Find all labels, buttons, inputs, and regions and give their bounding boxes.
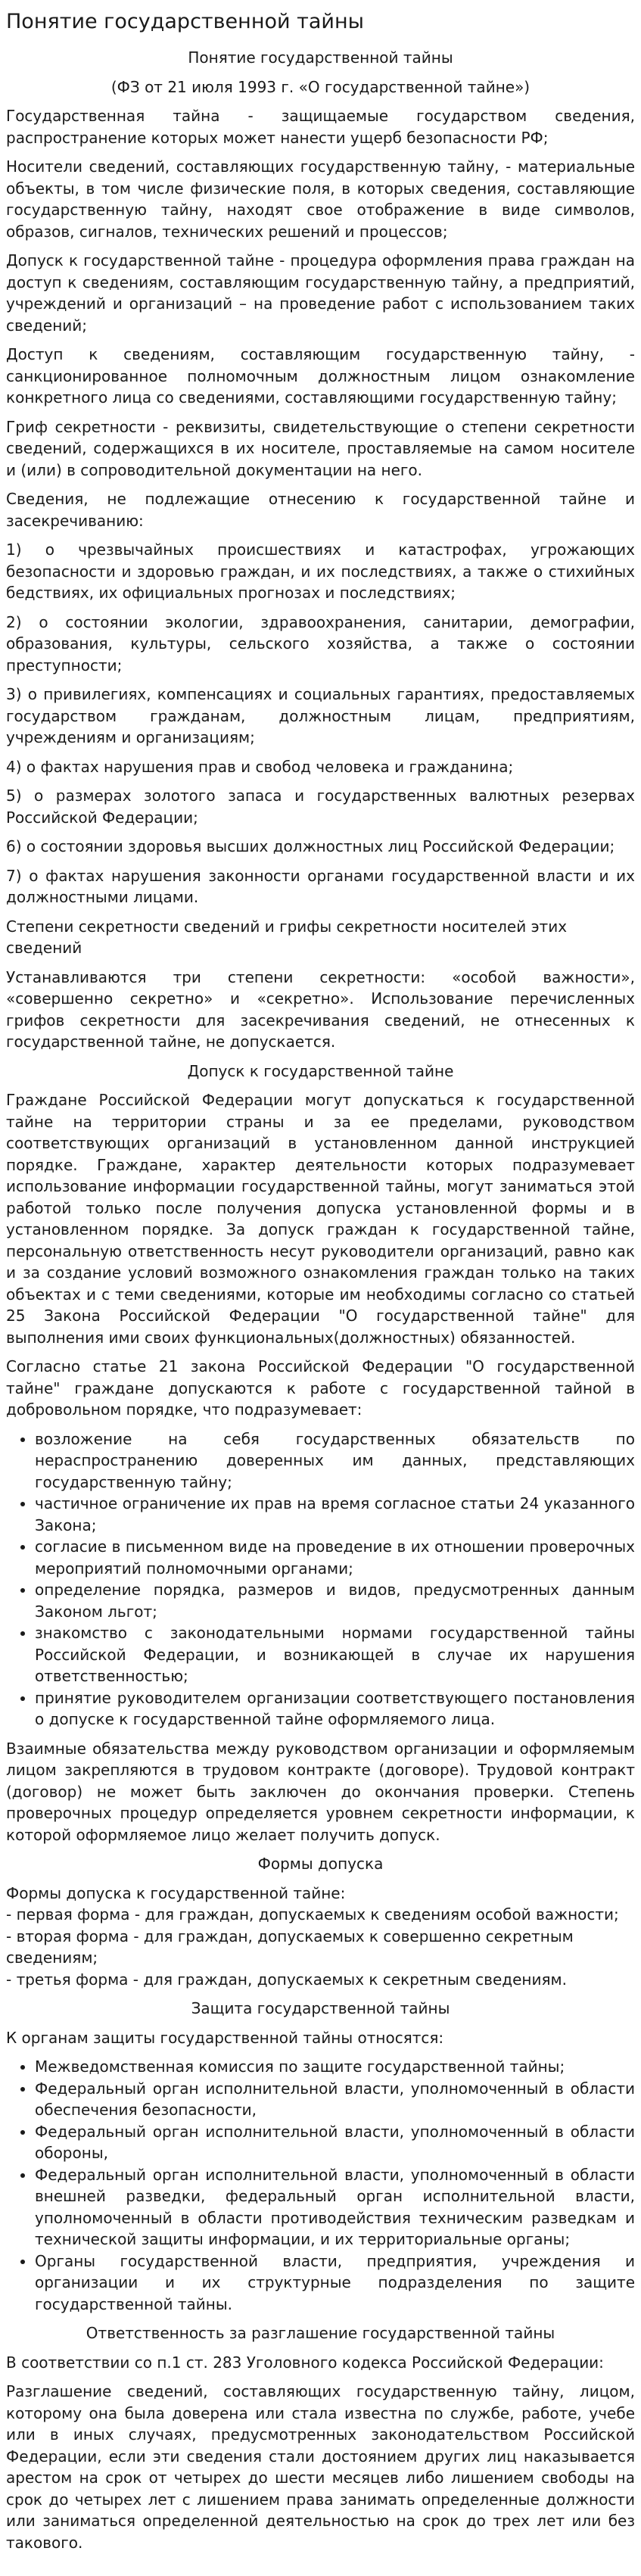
definition-paragraph: Доступ к сведениям, составляющим государственную тайну, - санкционированное полномочным должностным лицом ознакомление конкретного лица со сведениями, составляющими государственную тайну;: [6, 345, 635, 406]
list-item: • определение порядка, размеров и видов, предусмотренных данным Законом льгот;: [35, 1579, 635, 1622]
definition-paragraph: Носители сведений, составляющих государственную тайну, - материальные объекты, в том числе физические поля, в которых сведения, составляющие государственную тайну, находят свое отображение в виде символов, образов, сигналов, технических решений и процессов;: [6, 157, 635, 241]
list-item: • Федеральный орган исполнительной власти, уполномоченный в области внешней разведки, федеральный орган исполнительной власти, уполномоченный в области противодействия техническим разведкам и технической защиты информации, и их территориальные органы;: [35, 2164, 635, 2250]
definition-paragraph: Допуск к государственной тайне - процедура оформления права граждан на доступ к сведениям, составляющим государственную тайну, а предприятий, учреждений и организаций – на проведение работ с использованием таких сведений;: [6, 251, 635, 335]
list-item: • частичное ограничение их прав на время согласное статьи 24 указанного Закона;: [35, 1493, 635, 1536]
definition-paragraph: Сведения, не подлежащие отнесению к государственной тайне и засекречиванию:: [6, 490, 635, 530]
list-item: • Межведомственная комиссия по защите государственной тайны;: [35, 2056, 635, 2078]
list-item: • возложение на себя государственных обязательств по нераспространению доверенных им данных, представляющих государственную тайну;: [35, 1428, 635, 1494]
access-heading: Допуск к государственной тайне: [187, 1061, 454, 1080]
not-secret-item: 4) о фактах нарушения прав и свобод человека и гражданина;: [6, 757, 514, 776]
definition-paragraph: Государственная тайна - защищаемые государством сведения, распространение которых может нанести ущерб безопасности РФ;: [6, 107, 635, 147]
access-paragraph: Взаимные обязательства между руководством организации и оформляемым лицом закрепляются в трудовом контракте (договоре). Трудовой контракт (договор) не может быть заключен до окончания проверки. Степень проверочных процедур определяется уровнем секретности информации, к которой оформляемое лицо желает получить допуск.: [6, 1739, 635, 1844]
not-secret-item: 6) о состоянии здоровья высших должностных лиц Российской Федерации;: [6, 837, 615, 855]
forms-list: [6, 1883, 635, 1991]
forms-heading: Формы допуска: [257, 1855, 384, 1873]
not-secret-item: 1) о чрезвычайных происшествиях и катастрофах, угрожающих безопасности и здоровью граждан, и их последствиях, а также о стихийных бедствиях, их официальных прогнозах и последствиях;: [6, 540, 635, 602]
list-item: - третья форма - для граждан, допускаемых к секретным сведениям.: [6, 1970, 567, 1989]
list-item: - вторая форма - для граждан, допускаемых к совершенно секретным сведениям;: [6, 1927, 574, 1967]
list-item: • согласие в письменном виде на проведение в их отношении проверочных мероприятий полномочными органами;: [35, 1536, 635, 1579]
definition-paragraph: Гриф секретности - реквизиты, свидетельствующие о степени секретности сведений, содержащихся в их носителе, проставляемые на самом носителе и (или) в сопроводительной документации на него.: [6, 417, 635, 479]
list-item: • Органы государственной власти, предприятия, учреждения и организации и их структурные подразделения по защите государственной тайны.: [35, 2250, 635, 2316]
liability-text: Разглашение сведений, составляющих государственную тайну, лицом, которому она была доверена или стала известна по службе, работе, учебе или в иных случаях, предусмотренных законодательством Российской Федерации, если эти сведения стали достоянием других лиц наказывается арестом на срок от четырех до шести месяцев либо лишением свободы на срок до четырех лет с лишением права занимать определенные должности или заниматься определенной деятельностью на срок до трех лет или без такового.: [6, 2382, 635, 2552]
document-subtitle: Понятие государственной тайны: [188, 48, 453, 67]
list-item: - первая форма - для граждан, допускаемых к сведениям особой важности;: [6, 1905, 619, 1923]
protection-intro: К органам защиты государственной тайны относятся:: [6, 2028, 444, 2047]
protection-bodies-list: [6, 2056, 635, 2315]
access-conditions-list: [6, 1428, 635, 1730]
not-secret-item: 2) о состоянии экологии, здравоохранения, санитарии, демографии, образования, культуры, сельского хозяйства, а также о состоянии преступности;: [6, 612, 635, 674]
list-item: • принятие руководителем организации соответствующего постановления о допуске к государственной тайне оформляемого лица.: [35, 1687, 635, 1730]
list-item: • знакомство с законодательными нормами государственной тайны Российской Федерации, и возникающей в случае их нарушения ответственностью;: [35, 1622, 635, 1687]
law-reference: (ФЗ от 21 июля 1993 г. «О государственной тайне»): [110, 77, 531, 96]
not-secret-item: 5) о размерах золотого запаса и государственных валютных резервах Российской Федерации;: [6, 787, 635, 827]
access-paragraph: Согласно статье 21 закона Российской Федерации "О государственной тайне" граждане допускаются к работе с государственной тайной в добровольном порядке, что подразумевает:: [6, 1357, 635, 1419]
page-title: Понятие государственной тайны: [6, 10, 364, 33]
list-item: • Федеральный орган исполнительной власти, уполномоченный в области обеспечения безопасности,: [35, 2078, 635, 2121]
list-item: • Федеральный орган исполнительной власти, уполномоченный в области обороны,: [35, 2121, 635, 2164]
liability-intro: В соответствии со п.1 ст. 283 Уголовного кодекса Российской Федерации:: [6, 2353, 604, 2372]
not-secret-item: 3) о привилегиях, компенсациях и социальных гарантиях, предоставляемых государством гражданам, должностным лицам, предприятиям, учреждениям и организациям;: [6, 685, 635, 746]
secrecy-levels-text: Устанавливаются три степени секретности: «особой важности», «совершенно секретно» и «секретно». Использование перечисленных грифов секретности для засекречивания сведений, не отнесенных к государственной тайне, не допускается.: [6, 967, 635, 1051]
access-paragraph: Граждане Российской Федерации могут допускаться к государственной тайне на территории страны и за ее пределами, руководством соответствующих организаций в установленном данной инструкцией порядке. Граждане, характер деятельности которых подразумевает использование информации государственной тайны, могут заниматься этой работой только после получения допуска установленной формы и в установленном порядке. За допуск граждан к государственной тайне, персональную ответственность несут руководители организаций, равно как и за создание условий возможного ознакомления граждан только на таких объектах и с теми сведениями, которые им необходимы согласно со статьей 25 Закона Российской Федерации "О государственной тайне" для выполнения ими своих функциональных(должностных) обязанностей.: [6, 1091, 635, 1347]
secrecy-levels-heading: Степени секретности сведений и грифы секретности носителей этих сведений: [6, 917, 568, 957]
forms-intro: Формы допуска к государственной тайне:: [6, 1883, 346, 1902]
protection-heading: Защита государственной тайны: [191, 1999, 450, 2017]
liability-heading: Ответственность за разглашение государственной тайны: [86, 2324, 555, 2342]
not-secret-item: 7) о фактах нарушения законности органами государственной власти и их должностными лицами.: [6, 866, 635, 906]
